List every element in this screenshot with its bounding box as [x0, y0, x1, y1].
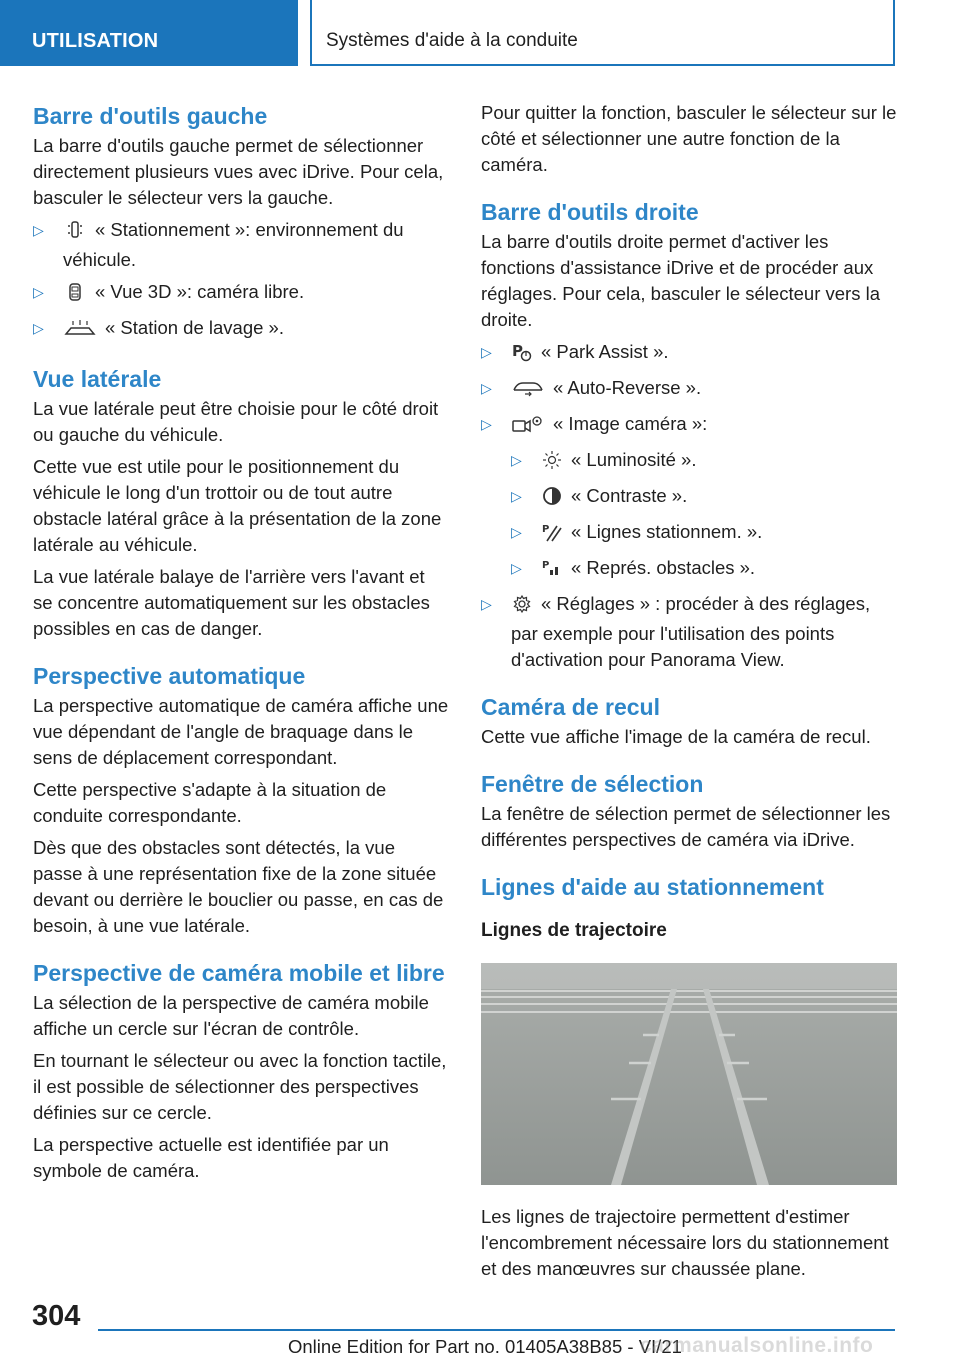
list-item-text: « Réglages » : procéder à des réglages, par exemple pour l'utilisation des points d'activation pour Panorama View. — [511, 593, 871, 670]
bullet-icon: ▷ — [511, 452, 522, 468]
page-number: 304 — [32, 1300, 81, 1332]
bullet-icon: ▷ — [511, 560, 522, 576]
list-item-text: « Vue 3D »: caméra libre. — [95, 281, 305, 302]
list-item-text: « Station de lavage ». — [105, 317, 284, 338]
list-item-text: « Contraste ». — [571, 485, 688, 506]
contrast-icon — [541, 486, 563, 513]
paragraph: Les lignes de trajectoire permettent d'estimer l'encombrement nécessaire lors du stationnement et des manœuvres sur chaussée plane. — [481, 1206, 889, 1279]
list-item-text: « Auto-Reverse ». — [553, 377, 702, 398]
obstacle-marking-icon — [541, 558, 563, 585]
camera-image-sublist — [481, 447, 897, 585]
bullet-icon: ▷ — [33, 320, 44, 336]
list-item-text: « Luminosité ». — [571, 449, 697, 470]
heading-toolbar-left: Barre d'outils gauche — [33, 103, 268, 129]
list-item-text: « Stationnement »: environnement du véhicule. — [63, 219, 404, 270]
list-item — [481, 339, 897, 369]
car-wash-icon — [63, 318, 97, 345]
list-item — [481, 591, 897, 673]
paragraph: La vue latérale balaye de l'arrière vers l'avant et se concentre automatiquement sur les obstacles possibles en cas de danger. — [33, 566, 430, 639]
right-column — [481, 100, 897, 1288]
section-title: UTILISATION — [32, 30, 159, 52]
parking-view-icon — [63, 220, 87, 247]
camera-image-icon — [511, 414, 545, 441]
list-item-text: « Park Assist ». — [541, 341, 669, 362]
toolbar-left-list — [33, 217, 449, 345]
list-item — [33, 217, 449, 273]
subheading-trajectory-lines: Lignes de trajectoire — [481, 920, 667, 941]
car-3d-icon — [63, 282, 87, 309]
list-item — [511, 519, 897, 549]
heading-parking-lines: Lignes d'aide au stationnement — [481, 874, 824, 900]
list-item-text: « Lignes stationnem. ». — [571, 521, 763, 542]
bullet-icon: ▷ — [481, 596, 492, 612]
chapter-header — [310, 0, 895, 66]
chapter-title: Systèmes d'aide à la conduite — [326, 30, 578, 51]
paragraph: La perspective actuelle est identifiée par un symbole de caméra. — [33, 1134, 389, 1181]
heading-rear-camera: Caméra de recul — [481, 694, 660, 720]
parking-lines-icon — [541, 522, 563, 549]
footer-divider — [98, 1329, 895, 1331]
park-assist-icon — [511, 342, 533, 369]
settings-list — [481, 591, 897, 673]
paragraph: La sélection de la perspective de caméra mobile affiche un cercle sur l'écran de contrôle. — [33, 992, 429, 1039]
paragraph: La fenêtre de sélection permet de sélectionner les différentes perspectives de caméra via iDrive. — [481, 803, 891, 850]
heading-toolbar-right: Barre d'outils droite — [481, 199, 699, 225]
svg-text:P: P — [542, 524, 550, 535]
paragraph: Cette perspective s'adapte à la situation de conduite correspondante. — [33, 779, 387, 826]
left-column — [33, 100, 449, 1190]
paragraph: La perspective automatique de caméra affiche une vue dépendant de l'angle de braquage dans le sens de déplacement correspondant. — [33, 695, 449, 768]
list-item — [33, 315, 449, 345]
bullet-icon: ▷ — [33, 284, 44, 300]
list-item — [511, 555, 897, 585]
paragraph: Pour quitter la fonction, basculer le sélecteur sur le côté et sélectionner une autre fonction de la caméra. — [481, 102, 897, 175]
bullet-icon: ▷ — [511, 488, 522, 504]
section-tab — [0, 0, 298, 66]
watermark: carmanualsonline.info — [640, 1334, 874, 1357]
brightness-icon — [541, 450, 563, 477]
bullet-icon: ▷ — [481, 416, 492, 432]
bullet-icon: ▷ — [33, 222, 44, 238]
auto-reverse-icon — [511, 378, 545, 405]
bullet-icon: ▷ — [481, 344, 492, 360]
heading-mobile-camera: Perspective de caméra mobile et libre — [33, 960, 445, 986]
svg-text:P: P — [542, 560, 550, 571]
list-item — [511, 483, 897, 513]
toolbar-right-list — [481, 339, 897, 441]
paragraph: En tournant le sélecteur ou avec la fonction tactile, il est possible de sélectionner des perspectives définies sur ce cercle. — [33, 1050, 447, 1123]
paragraph: Dès que des obstacles sont détectés, la vue passe à une représentation fixe de la zone située devant ou derrière le bouclier ou passe, en cas de besoin, à une vue latérale. — [33, 837, 444, 936]
paragraph: La barre d'outils droite permet d'activer les fonctions d'assistance iDrive et de procéder aux réglages. Pour cela, basculer le sélecteur vers la droite. — [481, 231, 880, 330]
heading-selection-window: Fenêtre de sélection — [481, 771, 704, 797]
list-item — [481, 375, 897, 405]
edition-text: Online Edition for Part no. 01405A38B85 - VI/21 — [288, 1336, 682, 1357]
list-item-text: « Représ. obstacles ». — [571, 557, 756, 578]
bullet-icon: ▷ — [481, 380, 492, 396]
bullet-icon: ▷ — [511, 524, 522, 540]
list-item — [33, 279, 449, 309]
paragraph: Cette vue est utile pour le positionnement du véhicule le long d'un trottoir ou de tout autre obstacle latéral grâce à la présentation de la zone latérale au véhicule. — [33, 456, 442, 555]
svg-text:P: P — [512, 342, 523, 360]
gear-icon — [511, 594, 533, 621]
list-item — [511, 447, 897, 477]
heading-side-view: Vue latérale — [33, 366, 162, 392]
paragraph: Cette vue affiche l'image de la caméra de recul. — [481, 726, 871, 747]
list-item-text: « Image caméra »: — [553, 413, 708, 434]
list-item — [481, 411, 897, 441]
trajectory-lines-illustration — [481, 963, 897, 1185]
paragraph: La barre d'outils gauche permet de sélectionner directement plusieurs vues avec iDrive. Pour cela, basculer le sélecteur vers la gauche. — [33, 135, 444, 208]
heading-auto-perspective: Perspective automatique — [33, 663, 306, 689]
paragraph: La vue latérale peut être choisie pour le côté droit ou gauche du véhicule. — [33, 398, 439, 445]
